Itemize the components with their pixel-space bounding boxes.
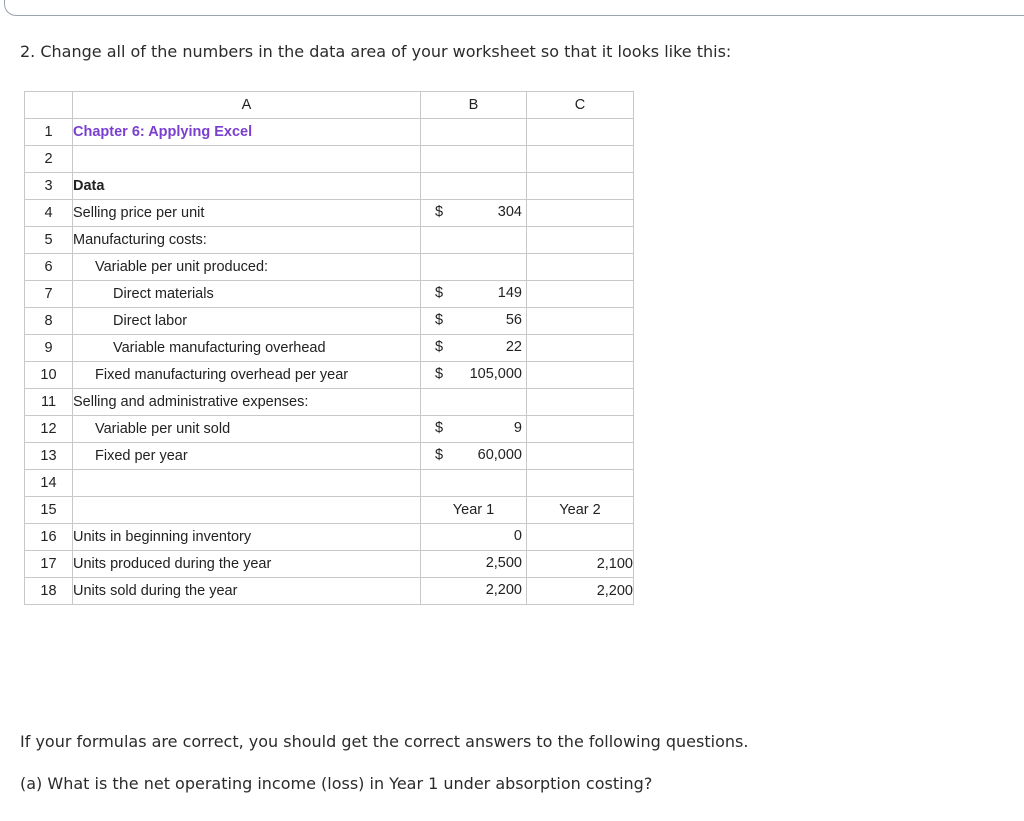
cell-b4 [421,200,527,227]
cell-value: 60,000 [477,447,522,463]
corner-cell [25,92,73,119]
cell-b1 [421,119,527,146]
row-number: 2 [25,146,73,173]
table-row [25,119,634,146]
cell-b14 [421,470,527,497]
column-header-a: A [73,92,421,119]
dollar-sign: $ [435,312,444,328]
cell-c2 [527,146,634,173]
cell-b16 [421,524,527,551]
row-number: 18 [25,578,73,605]
cell-b18 [421,578,527,605]
cell-a6: Variable per unit produced: [73,254,421,281]
cell-c5 [527,227,634,254]
table-row [25,524,634,551]
table-row [25,173,634,200]
row-number: 5 [25,227,73,254]
dollar-sign: $ [435,420,444,436]
table-row [25,389,634,416]
cell-b9 [421,335,527,362]
cell-value: 2,200 [485,582,522,598]
cell-a13: Fixed per year [73,443,421,470]
cell-a18: Units sold during the year [73,578,421,605]
cell-c16 [527,524,634,551]
cell-b2 [421,146,527,173]
table-row [25,146,634,173]
row-number: 15 [25,497,73,524]
cell-c9 [527,335,634,362]
row-number: 17 [25,551,73,578]
cell-b5 [421,227,527,254]
cell-value: 56 [505,312,522,328]
row-number: 13 [25,443,73,470]
cell-c10 [527,362,634,389]
row-number: 4 [25,200,73,227]
row-number: 10 [25,362,73,389]
row-number: 14 [25,470,73,497]
cell-c17: 2,100 [527,551,634,578]
column-header-c: C [527,92,634,119]
cell-c6 [527,254,634,281]
cell-b3 [421,173,527,200]
cell-b7 [421,281,527,308]
cell-b8 [421,308,527,335]
cell-a3-data-heading: Data [73,173,421,200]
cell-b17 [421,551,527,578]
cell-a7: Direct materials [73,281,421,308]
row-number: 8 [25,308,73,335]
cell-a16: Units in beginning inventory [73,524,421,551]
table-row [25,551,634,578]
row-number: 6 [25,254,73,281]
table-row [25,443,634,470]
dollar-sign: $ [435,339,444,355]
cell-c7 [527,281,634,308]
table-row [25,497,634,524]
cell-a11: Selling and administrative expenses: [73,389,421,416]
table-row [25,578,634,605]
cell-a10: Fixed manufacturing overhead per year [73,362,421,389]
cell-b13 [421,443,527,470]
cell-b12 [421,416,527,443]
table-row [25,416,634,443]
row-number: 7 [25,281,73,308]
cell-a17: Units produced during the year [73,551,421,578]
question-a-text: (a) What is the net operating income (loss) in Year 1 under absorption costing? [20,774,653,793]
dollar-sign: $ [435,204,444,220]
cell-a14 [73,470,421,497]
year-1-label: Year 1 [452,502,495,518]
cell-value: 105,000 [469,366,522,382]
cell-value: 22 [505,339,522,355]
row-number: 11 [25,389,73,416]
cell-value: 304 [497,204,522,220]
cell-b15-year1-header [421,497,527,524]
spreadsheet-table [24,91,634,605]
cell-c13 [527,443,634,470]
cell-value: 9 [513,420,522,436]
cell-a4: Selling price per unit [73,200,421,227]
cell-c1 [527,119,634,146]
cell-c8 [527,308,634,335]
dollar-sign: $ [435,366,444,382]
cell-value: 2,500 [485,555,522,571]
cell-c15-year2-header [527,497,634,524]
table-row [25,470,634,497]
cell-c3 [527,173,634,200]
cell-c12 [527,416,634,443]
table-row [25,254,634,281]
cell-a12: Variable per unit sold [73,416,421,443]
cell-a5: Manufacturing costs: [73,227,421,254]
question-intro-text: If your formulas are correct, you should get the correct answers to the following questions. [20,732,749,751]
table-row [25,362,634,389]
instruction-text: 2. Change all of the numbers in the data area of your worksheet so that it looks like this: [20,42,732,61]
table-row [25,227,634,254]
cell-c4 [527,200,634,227]
table-row [25,308,634,335]
cell-value: 0 [513,528,522,544]
cell-value: 149 [497,285,522,301]
row-number: 16 [25,524,73,551]
year-2-label: Year 2 [559,502,601,518]
cell-a9: Variable manufacturing overhead [73,335,421,362]
row-number: 9 [25,335,73,362]
cell-b10 [421,362,527,389]
dollar-sign: $ [435,285,444,301]
cell-a1-title: Chapter 6: Applying Excel [73,119,421,146]
cell-a8: Direct labor [73,308,421,335]
row-number: 12 [25,416,73,443]
table-row [25,335,634,362]
cell-c14 [527,470,634,497]
table-row [25,200,634,227]
cell-a15 [73,497,421,524]
row-number: 3 [25,173,73,200]
cell-b6 [421,254,527,281]
column-header-b: B [421,92,527,119]
cell-c18: 2,200 [527,578,634,605]
cell-c11 [527,389,634,416]
top-border [4,0,1024,16]
cell-a2 [73,146,421,173]
row-number: 1 [25,119,73,146]
table-row [25,281,634,308]
dollar-sign: $ [435,447,444,463]
cell-b11 [421,389,527,416]
